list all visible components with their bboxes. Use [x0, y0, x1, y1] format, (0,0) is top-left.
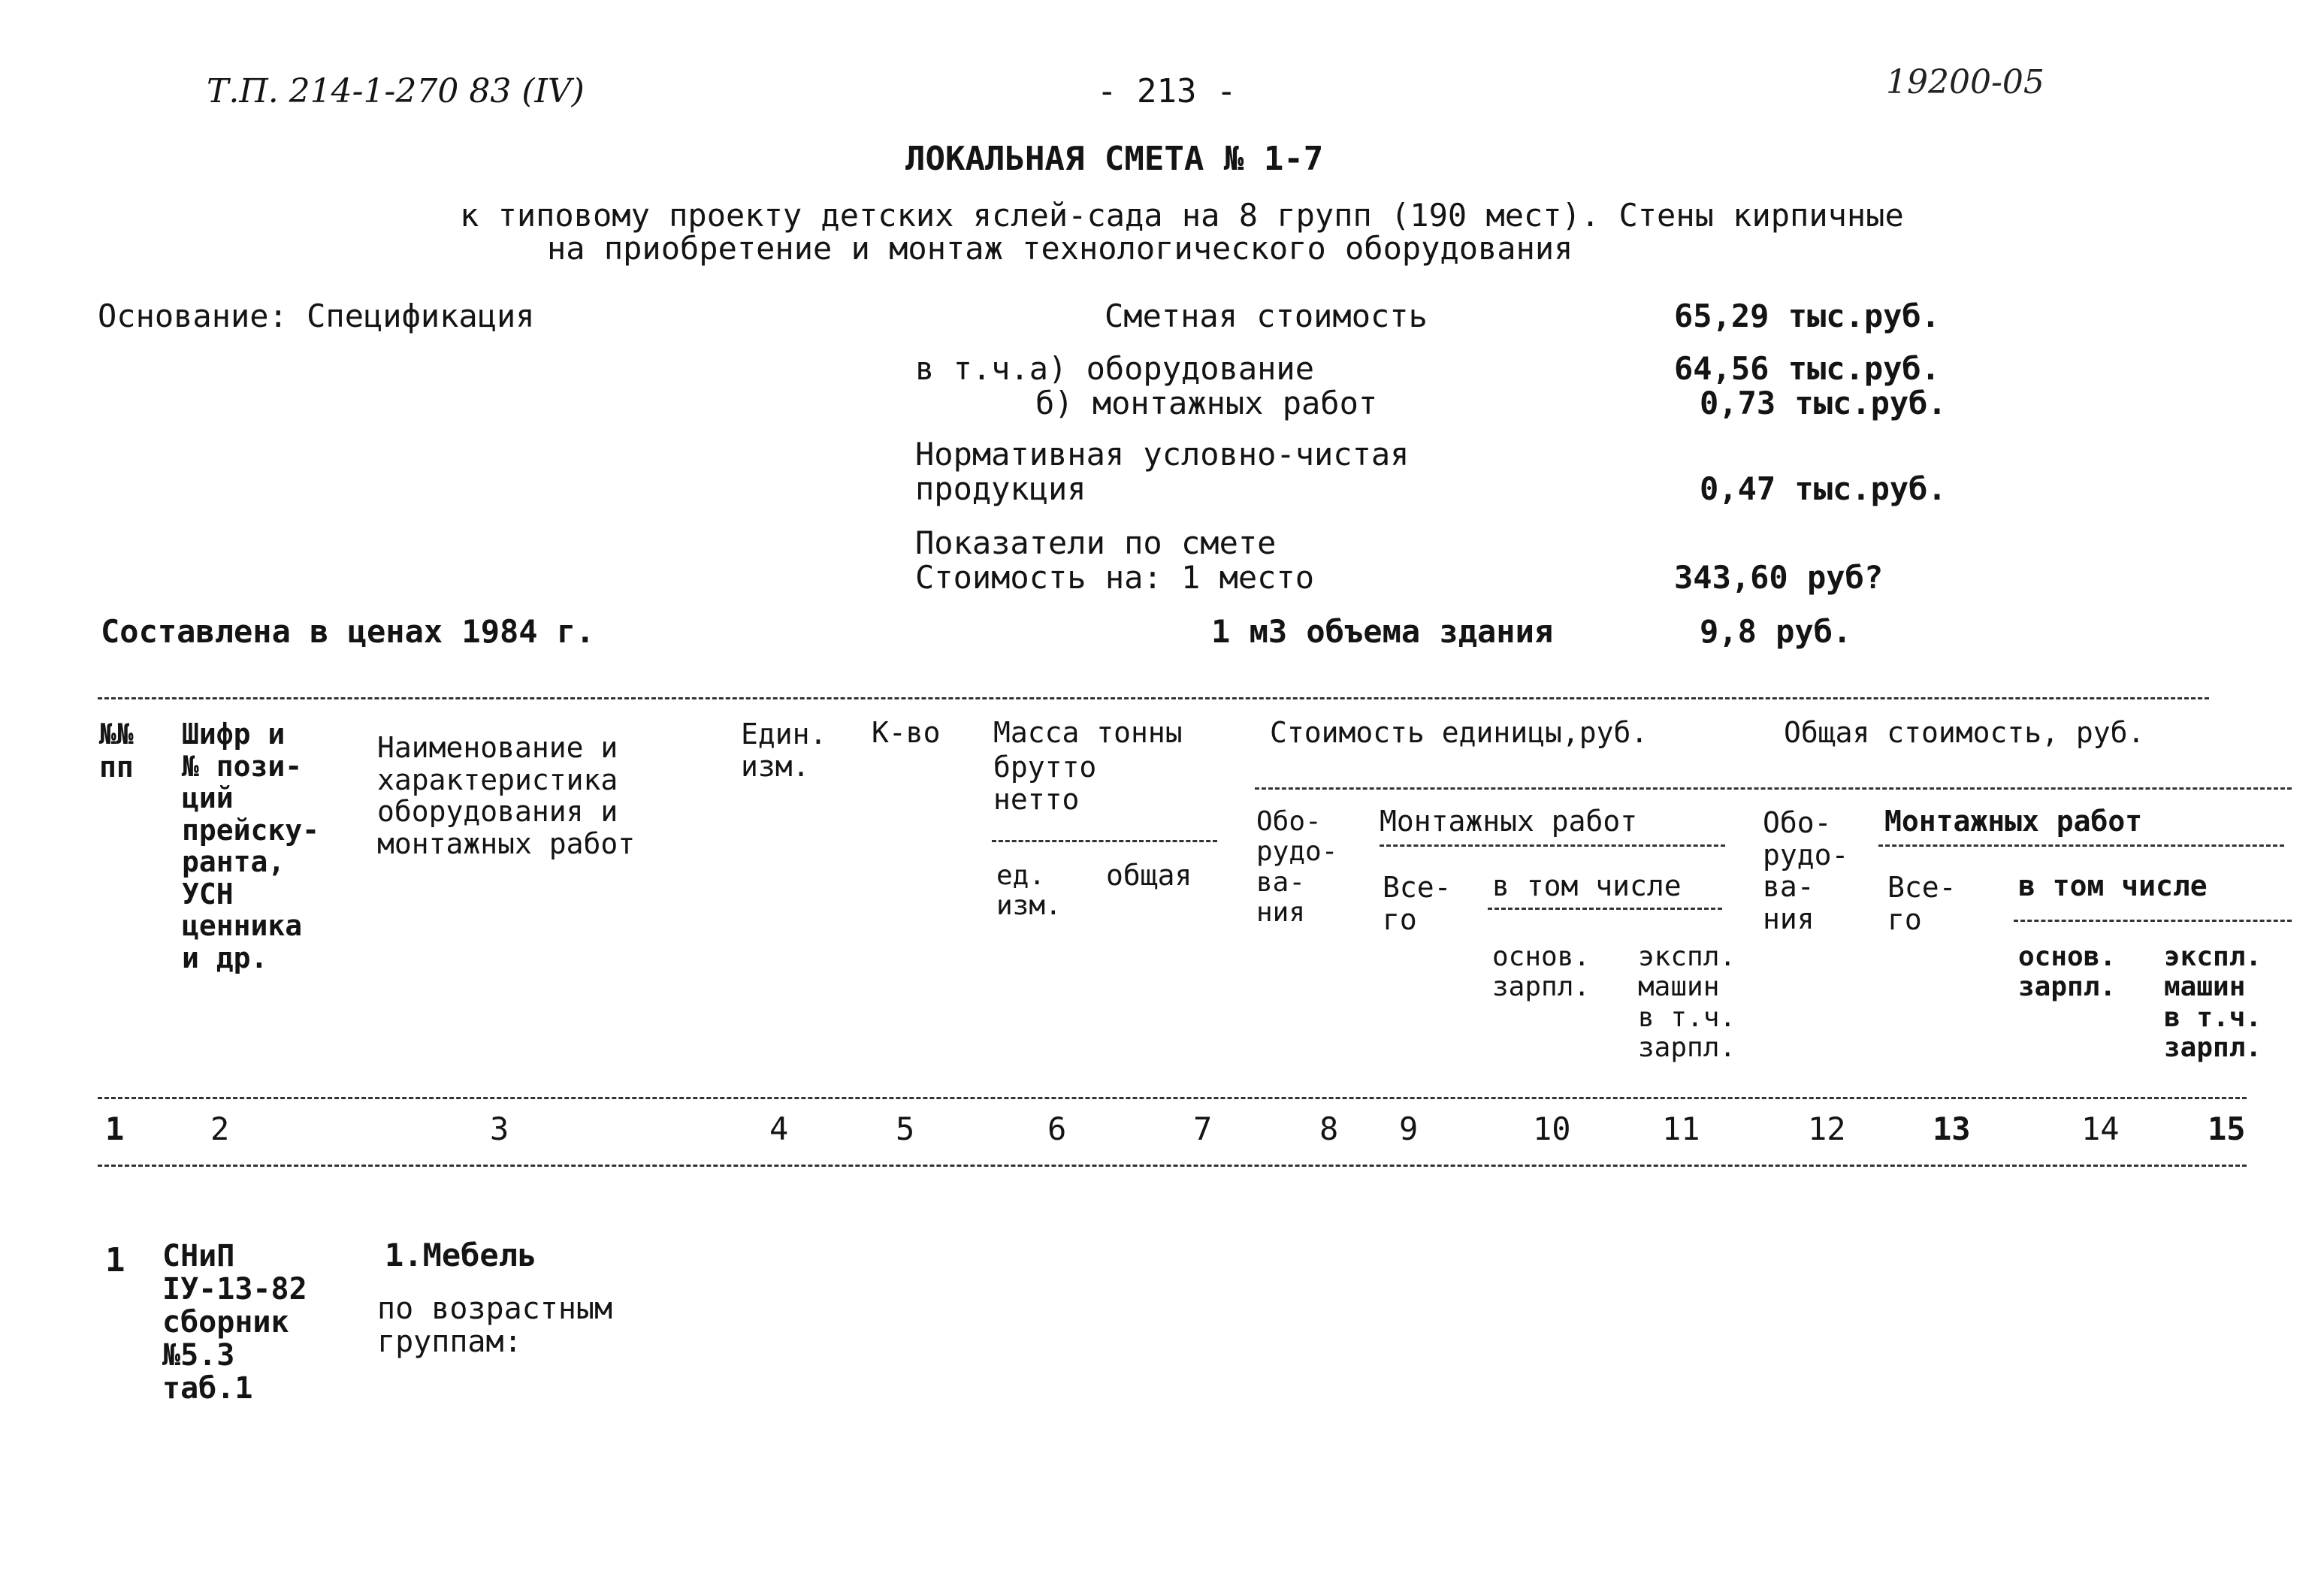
- header-col-14: основ. зарпл.: [2018, 941, 2117, 1003]
- header-install-group-2: Монтажных работ: [1884, 805, 2143, 838]
- indicators-label: Показатели по смете: [915, 524, 1277, 561]
- normative-value: 0,47 тыс.руб.: [1700, 470, 1947, 507]
- header-col-15: экспл. машин в т.ч. зарпл.: [2164, 941, 2262, 1063]
- column-number-2: 2: [210, 1110, 230, 1147]
- header-col-11: экспл. машин в т.ч. зарпл.: [1638, 941, 1736, 1063]
- table-row-number: 1: [105, 1241, 125, 1279]
- column-number-7: 7: [1193, 1110, 1213, 1147]
- table-row-code: СНиП IУ-13-82 сборник №5.3 таб.1: [162, 1239, 307, 1406]
- header-total-cost-group: Общая стоимость, руб.: [1784, 716, 2145, 749]
- header-col-7: общая: [1106, 859, 1192, 892]
- incl-install-value: 0,73 тыс.руб.: [1700, 385, 1947, 421]
- handwritten-number: 19200-05: [1886, 63, 2044, 101]
- column-number-13: 13: [1933, 1110, 1971, 1147]
- unit-cost-group-rule: [1255, 787, 2292, 790]
- page-number: - 213 -: [1097, 72, 1237, 110]
- basis-label: Основание: Спецификация: [98, 298, 535, 334]
- column-number-11: 11: [1662, 1110, 1700, 1147]
- column-number-12: 12: [1808, 1110, 1846, 1147]
- column-number-14: 14: [2081, 1110, 2120, 1147]
- header-col-5: К-во: [872, 716, 941, 749]
- header-incl-2: в том числе: [2018, 869, 2208, 902]
- document-title: ЛОКАЛЬНАЯ СМЕТА № 1-7: [905, 140, 1324, 178]
- table-row-section-title: 1.Мебель: [385, 1237, 537, 1273]
- header-unit-cost-group: Стоимость единицы,руб.: [1270, 716, 1649, 749]
- column-number-6: 6: [1047, 1110, 1067, 1147]
- prices-year-label: Составлена в ценах 1984 г.: [101, 613, 595, 650]
- header-col-4: Един. изм.: [741, 718, 827, 783]
- column-number-8: 8: [1319, 1110, 1339, 1147]
- column-number-4: 4: [769, 1110, 789, 1147]
- header-col-6: ед. изм.: [996, 860, 1062, 922]
- cost-per-m3-label: 1 м3 объема здания: [1211, 613, 1554, 650]
- document-subtitle-line2: на приобретение и монтаж технологического оборудования: [547, 230, 1573, 267]
- estimated-cost-value: 65,29 тыс.руб.: [1674, 298, 1941, 334]
- column-numbers-rule: [98, 1165, 2247, 1167]
- document-code: Т.П. 214-1-270 83 (IV): [207, 72, 585, 110]
- header-mass-sub: брутто нетто: [993, 751, 1097, 816]
- column-number-1: 1: [105, 1110, 125, 1147]
- header-col-12: Обо- рудо- ва- ния: [1763, 806, 1849, 935]
- header-col-9: Все- го: [1383, 871, 1452, 936]
- column-number-15: 15: [2208, 1110, 2246, 1147]
- header-install-group-1: Монтажных работ: [1380, 805, 1638, 838]
- header-col-8: Обо- рудо- ва- ния: [1256, 806, 1338, 928]
- incl-2-rule: [2014, 920, 2292, 922]
- header-col-1: №№ пп: [99, 718, 134, 784]
- header-col-3: Наименование и характеристика оборудования и монтажных работ: [377, 731, 636, 860]
- install-group-1-rule: [1380, 844, 1725, 847]
- column-number-5: 5: [896, 1110, 915, 1147]
- incl-install-label: б) монтажных работ: [1035, 385, 1378, 421]
- column-number-9: 9: [1399, 1110, 1419, 1147]
- incl-equipment-value: 64,56 тыс.руб.: [1674, 350, 1941, 387]
- cost-per-place-value: 343,60 руб?: [1674, 559, 1884, 596]
- mass-group-rule: [992, 840, 1217, 842]
- column-number-10: 10: [1533, 1110, 1571, 1147]
- cost-per-place-label: Стоимость на: 1 место: [915, 559, 1315, 596]
- install-group-2-rule: [1878, 844, 2284, 847]
- column-number-3: 3: [490, 1110, 509, 1147]
- table-top-rule: [98, 697, 2209, 699]
- header-col-13: Все- го: [1887, 871, 1957, 936]
- incl-equipment-label: в т.ч.а) оборудование: [915, 350, 1315, 387]
- estimated-cost-label: Сметная стоимость: [1105, 298, 1428, 334]
- normative-label-line2: продукция: [915, 470, 1086, 507]
- document-subtitle-line1: к типовому проекту детских яслей-сада на 8 групп (190 мест). Стены кирпичные: [460, 197, 1904, 234]
- incl-1-rule: [1488, 908, 1722, 910]
- header-mass-group: Масса тонны: [993, 716, 1183, 749]
- header-col-10: основ. зарпл.: [1492, 941, 1591, 1003]
- header-bottom-rule: [98, 1097, 2247, 1099]
- normative-label-line1: Нормативная условно-чистая: [915, 436, 1410, 473]
- cost-per-m3-value: 9,8 руб.: [1700, 613, 1852, 650]
- table-row-description: по возрастным группам:: [377, 1292, 613, 1359]
- header-col-2: Шифр и № пози- ций прейску- ранта, УСН ценника и др.: [182, 718, 320, 974]
- header-incl-1: в том числе: [1492, 869, 1682, 902]
